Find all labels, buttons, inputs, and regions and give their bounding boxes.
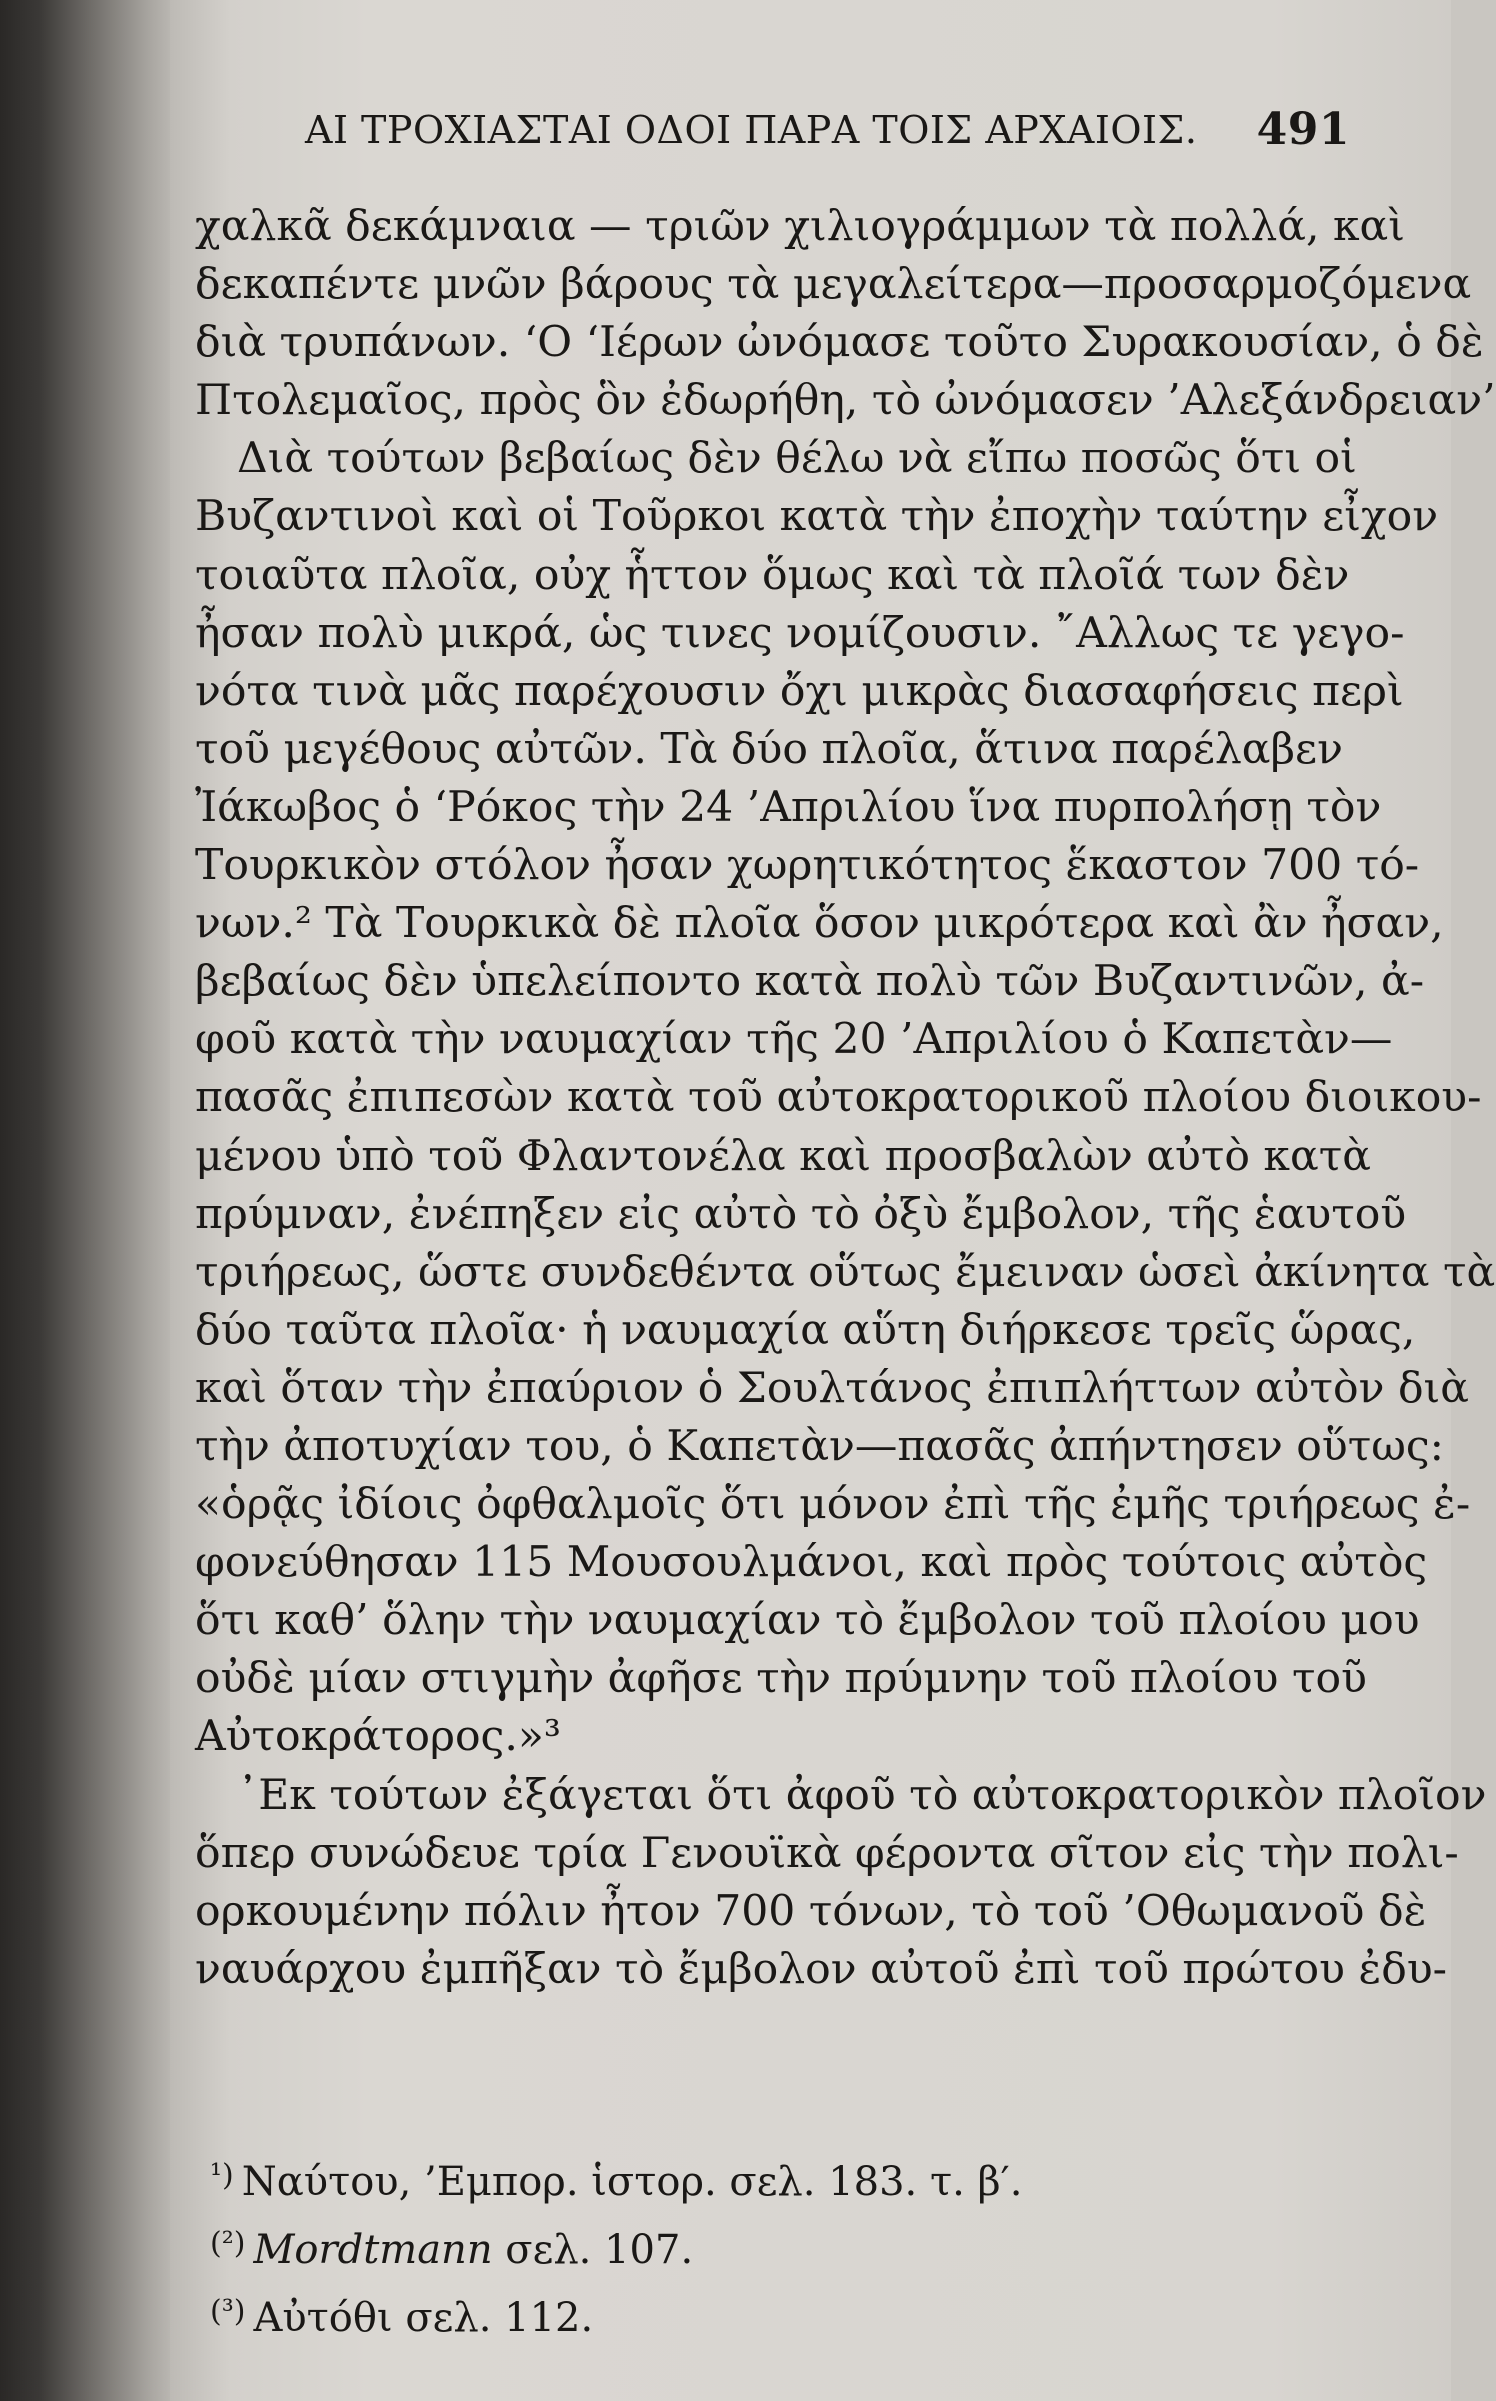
text-line: ὅτι καθ’ ὅλην τὴν ναυμαχίαν τὸ ἔμβολον τοῦ πλοίου μου: [195, 1596, 1420, 1646]
text-line: ορκουμένην πόλιν ἦτον 700 τόνων, τὸ τοῦ ’Οθωμανοῦ δὲ: [195, 1886, 1427, 1936]
footnote-mark: (³): [210, 2294, 246, 2329]
text-line: τοῦ μεγέθους αὐτῶν. Τὰ δύο πλοῖα, ἅτινα παρέλαβεν: [195, 724, 1343, 774]
running-title: ΑΙ ΤΡΟΧΙΑΣΤΑΙ ΟΔΟΙ ΠΑΡΑ ΤΟΙΣ ΑΡΧΑΙΟΙΣ.: [305, 108, 1198, 152]
text-line: βεβαίως δὲν ὑπελείποντο κατὰ πολὺ τῶν Βυζαντινῶν, ἀ-: [195, 957, 1425, 1007]
footnote-author: Mordtmann: [253, 2227, 493, 2273]
text-line: ἦσαν πολὺ μικρά, ὡς τινες νομίζουσιν. ῎Αλλως τε γεγο-: [195, 608, 1405, 658]
text-line: μένου ὑπὸ τοῦ Φλαντονέλα καὶ προσβαλὼν αὐτὸ κατὰ: [195, 1131, 1371, 1181]
text-line: πρύμναν, ἐνέπηξεν εἰς αὐτὸ τὸ ὀξὺ ἔμβολον, τῆς ἑαυτοῦ: [195, 1189, 1407, 1239]
footnotes: [210, 2145, 1310, 2349]
text-line: νότα τινὰ μᾶς παρέχουσιν ὄχι μικρὰς διασαφήσεις περὶ: [195, 666, 1404, 716]
text-line: διὰ τρυπάνων. ‘Ο ‘Ιέρων ὠνόμασε τοῦτο Συρακουσίαν, ὁ δὲ: [195, 318, 1484, 368]
text-line: Ἰάκωβος ὁ ‘Ρόκος τὴν 24 ’Απριλίου ἵνα πυρπολήσῃ τὸν: [195, 782, 1382, 832]
text-line: δύο ταῦτα πλοῖα· ἡ ναυμαχία αὕτη διήρκεσε τρεῖς ὥρας,: [195, 1305, 1416, 1355]
text-line: τὴν ἀποτυχίαν του, ὁ Καπετὰν—πασᾶς ἀπήντησεν οὕτως:: [195, 1421, 1444, 1471]
text-line: φονεύθησαν 115 Μουσουλμάνοι, καὶ πρὸς τούτοις αὐτὸς: [195, 1538, 1428, 1588]
text-line: ναυάρχου ἐμπῆξαν τὸ ἔμβολον αὐτοῦ ἐπὶ τοῦ πρώτου ἐδυ-: [195, 1944, 1448, 1994]
footnote-text: σελ. 107.: [492, 2227, 694, 2273]
text-line: Βυζαντινοὶ καὶ οἱ Τοῦρκοι κατὰ τὴν ἐποχὴν ταύτην εἶχον: [195, 492, 1439, 542]
text-line: «ὁρᾷς ἰδίοις ὀφθαλμοῖς ὅτι μόνον ἐπὶ τῆς ἐμῆς τριήρεως ἐ-: [195, 1480, 1471, 1530]
text-line: Διὰ τούτων βεβαίως δὲν θέλω νὰ εἴπω ποσῶς ὅτι οἱ: [237, 434, 1357, 484]
text-line: δεκαπέντε μνῶν βάρους τὰ μεγαλείτερα—προσαρμοζόμενα: [195, 260, 1472, 310]
text-line: ὅπερ συνώδευε τρία Γενουϊκὰ φέροντα σῖτον εἰς τὴν πολι-: [195, 1828, 1459, 1878]
footnote: [210, 2213, 1310, 2281]
text-line: οὐδὲ μίαν στιγμὴν ἀφῆσε τὴν πρύμνην τοῦ πλοίου τοῦ: [195, 1654, 1367, 1704]
text-line: καὶ ὅταν τὴν ἐπαύριον ὁ Σουλτάνος ἐπιπλήττων αὐτὸν διὰ: [195, 1363, 1469, 1413]
running-header: [305, 104, 1350, 168]
text-line: Πτολεμαῖος, πρὸς ὃν ἐδωρήθη, τὸ ὠνόμασεν ’Αλεξάνδρειαν’: [195, 376, 1496, 426]
footnote: [210, 2281, 1310, 2349]
text-line: πασᾶς ἐπιπεσὼν κατὰ τοῦ αὐτοκρατορικοῦ πλοίου διοικου-: [195, 1073, 1482, 1123]
text-line: τοιαῦτα πλοῖα, οὐχ ἧττον ὅμως καὶ τὰ πλοῖά των δὲν: [195, 550, 1350, 600]
text-line: χαλκᾶ δεκάμναια — τριῶν χιλιογράμμων τὰ πολλά, καὶ: [195, 202, 1405, 251]
text-line: ᾿Εκ τούτων ἐξάγεται ὅτι ἀφοῦ τὸ αὐτοκρατορικὸν πλοῖον: [237, 1770, 1487, 1820]
text-line: φοῦ κατὰ τὴν ναυμαχίαν τῆς 20 ’Απριλίου ὁ Καπετὰν—: [195, 1015, 1393, 1065]
footnote-text: Αὐτόθι σελ. 112.: [253, 2295, 594, 2341]
footnote-mark: ¹): [210, 2158, 234, 2193]
book-gutter-shadow: [0, 0, 190, 2401]
page-number: 491: [1256, 104, 1350, 155]
text-line: Αὐτοκράτορος.»³: [195, 1712, 561, 1762]
main-text: [195, 198, 1496, 1999]
text-line: νων.² Τὰ Τουρκικὰ δὲ πλοῖα ὅσον μικρότερα καὶ ἂν ἦσαν,: [195, 899, 1444, 949]
text-line: Τουρκικὸν στόλον ἦσαν χωρητικότητος ἕκαστον 700 τό-: [195, 841, 1420, 891]
footnote: [210, 2145, 1310, 2213]
text-line: τριήρεως, ὥστε συνδεθέντα οὕτως ἔμειναν ὡσεὶ ἀκίνητα τὰ: [195, 1247, 1496, 1297]
footnote-text: Ναύτου, ’Εμπορ. ἱστορ. σελ. 183. τ. β′.: [241, 2159, 1023, 2205]
footnote-mark: (²): [210, 2226, 246, 2261]
